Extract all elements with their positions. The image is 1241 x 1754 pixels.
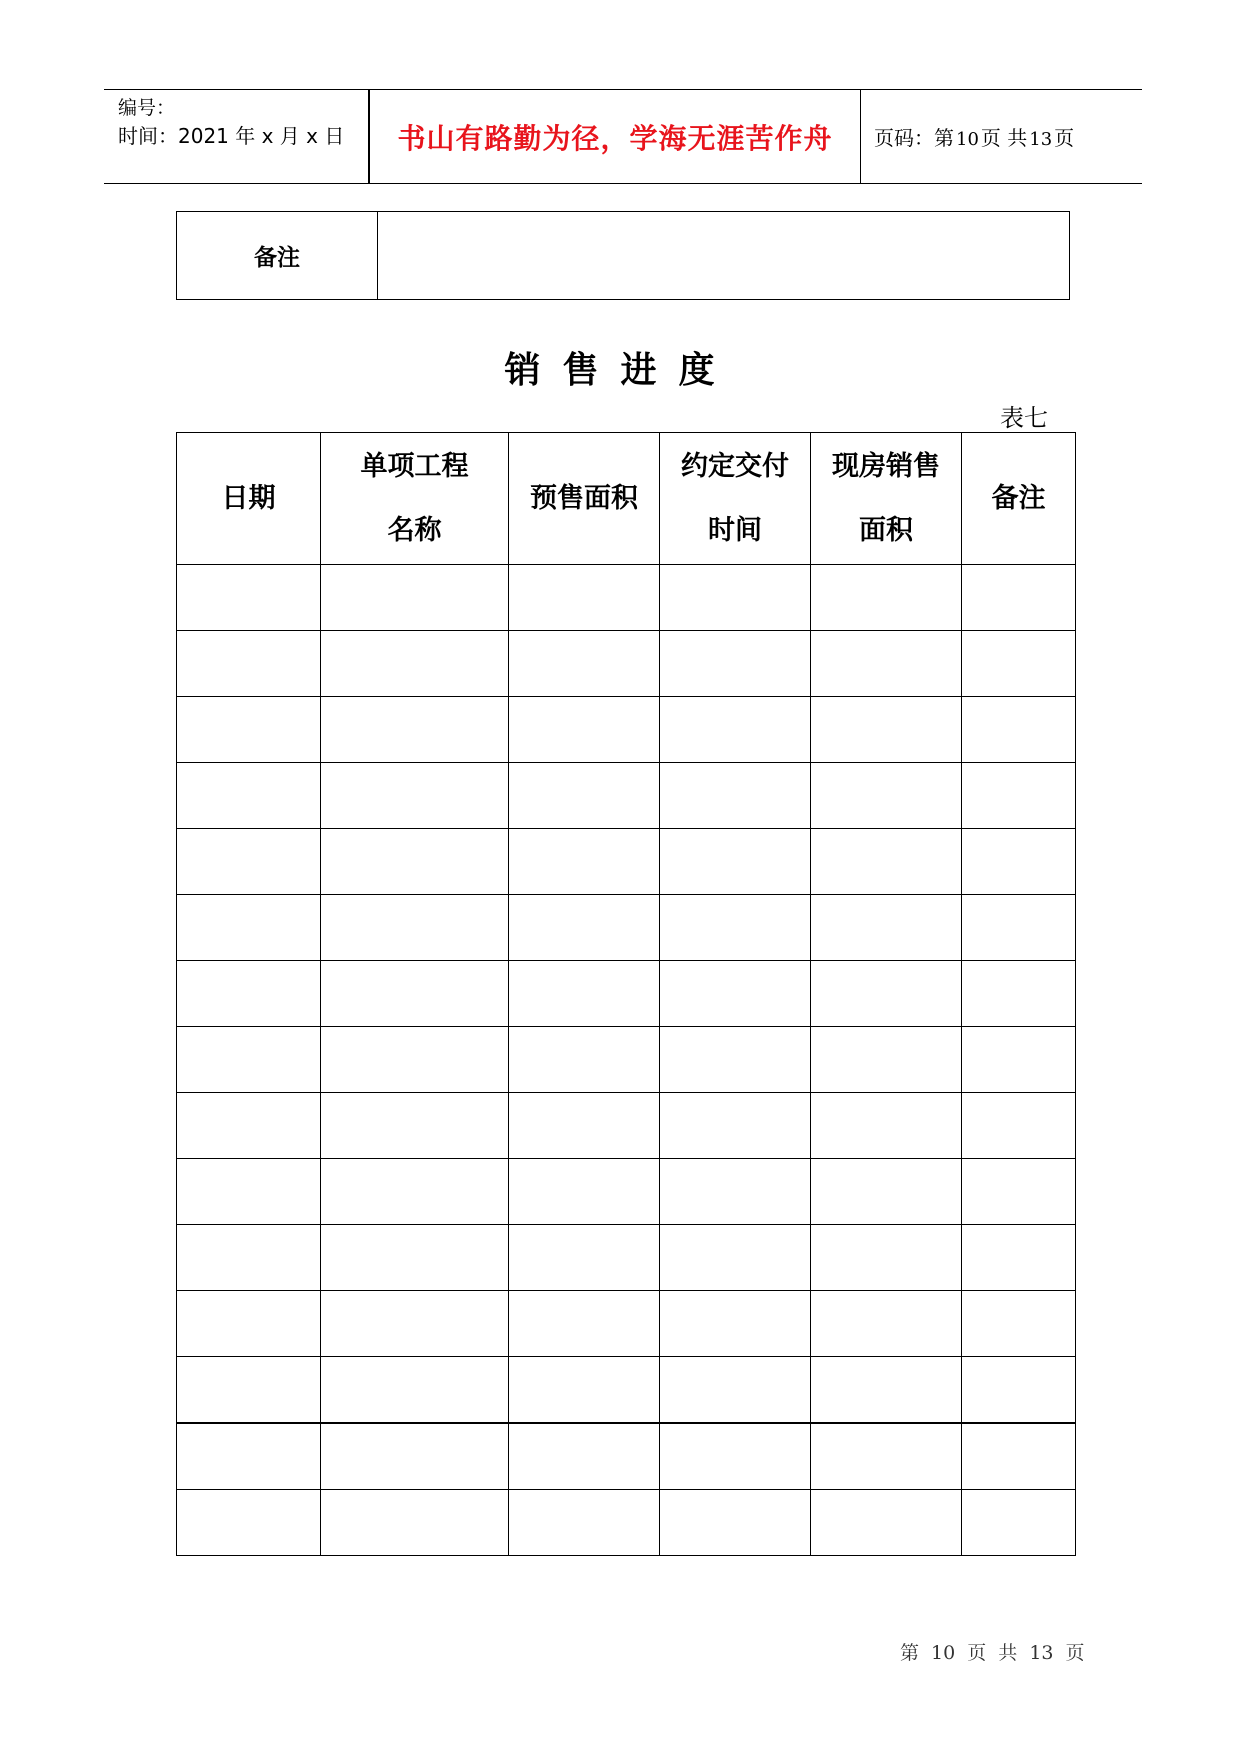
table-cell[interactable] — [962, 763, 1076, 829]
sales-progress-table — [176, 432, 1076, 1556]
column-header — [509, 433, 660, 565]
table-body — [177, 565, 1076, 1556]
table-cell[interactable] — [321, 565, 509, 631]
table-cell[interactable] — [509, 895, 660, 961]
column-header — [962, 433, 1076, 565]
table-cell[interactable] — [177, 961, 321, 1027]
table-cell[interactable] — [660, 631, 811, 697]
table-cell[interactable] — [177, 1490, 321, 1556]
table-cell[interactable] — [962, 895, 1076, 961]
table-cell[interactable] — [962, 829, 1076, 895]
table-cell[interactable] — [509, 763, 660, 829]
page-code-mid: 页 共 — [980, 126, 1028, 150]
page-footer: 第 10 页 共 13 页 — [900, 1642, 1085, 1664]
table-cell[interactable] — [962, 1093, 1076, 1159]
table-cell[interactable] — [177, 1423, 321, 1490]
table-cell[interactable] — [962, 1291, 1076, 1357]
table-cell[interactable] — [811, 763, 962, 829]
table-cell[interactable] — [811, 1093, 962, 1159]
column-header-line: 单项工程 — [360, 450, 469, 482]
table-row — [177, 1225, 1076, 1291]
section-title: 销售进度 — [504, 349, 737, 391]
table-cell[interactable] — [660, 565, 811, 631]
table-cell[interactable] — [811, 961, 962, 1027]
table-cell[interactable] — [321, 631, 509, 697]
table-cell[interactable] — [321, 1093, 509, 1159]
table-cell[interactable] — [321, 1027, 509, 1093]
column-header-line: 日期 — [221, 482, 276, 514]
table-cell[interactable] — [660, 763, 811, 829]
table-cell[interactable] — [321, 1159, 509, 1225]
table-cell[interactable] — [509, 961, 660, 1027]
table-cell[interactable] — [177, 763, 321, 829]
table-row — [177, 763, 1076, 829]
table-cell[interactable] — [509, 565, 660, 631]
table-cell[interactable] — [509, 1357, 660, 1424]
header-info-cell — [104, 90, 368, 183]
table-cell[interactable] — [321, 697, 509, 763]
table-cell[interactable] — [321, 763, 509, 829]
table-cell[interactable] — [509, 1423, 660, 1490]
table-row — [177, 1490, 1076, 1556]
document-time: 时间：2021 年 x 月 x 日 — [118, 124, 345, 148]
table-cell[interactable] — [660, 1225, 811, 1291]
table-cell[interactable] — [811, 829, 962, 895]
table-cell[interactable] — [321, 1490, 509, 1556]
column-header — [660, 433, 811, 565]
table-cell[interactable] — [177, 1225, 321, 1291]
table-cell[interactable] — [660, 1423, 811, 1490]
motto-text: 书山有路勤为径，学海无涯苦作舟 — [397, 121, 833, 155]
table-cell[interactable] — [811, 1159, 962, 1225]
table-cell[interactable] — [962, 961, 1076, 1027]
table-cell[interactable] — [177, 1357, 321, 1424]
column-header-line: 时间 — [708, 514, 762, 546]
table-cell[interactable] — [962, 1159, 1076, 1225]
remarks-row — [177, 212, 1070, 300]
table-cell[interactable] — [811, 1357, 962, 1424]
table-cell[interactable] — [962, 565, 1076, 631]
table-cell[interactable] — [811, 1423, 962, 1490]
table-cell[interactable] — [660, 697, 811, 763]
document-number-label: 编号： — [118, 97, 176, 119]
table-cell[interactable] — [177, 1093, 321, 1159]
page-code-total: 13 — [1029, 129, 1053, 150]
page-code-current: 10 — [956, 129, 979, 150]
table-row — [177, 1291, 1076, 1357]
table-cell[interactable] — [811, 565, 962, 631]
header-motto-cell — [368, 90, 861, 183]
table-cell[interactable] — [811, 1225, 962, 1291]
table-cell[interactable] — [321, 1291, 509, 1357]
table-number: 表七 — [1000, 404, 1048, 432]
page-code-prefix: 页码：第 — [874, 126, 954, 150]
column-header — [177, 433, 321, 565]
table-cell[interactable] — [811, 697, 962, 763]
table-row — [177, 1093, 1076, 1159]
table-cell[interactable] — [962, 1490, 1076, 1556]
table-cell[interactable] — [962, 1357, 1076, 1424]
table-cell[interactable] — [660, 1027, 811, 1093]
table-row — [177, 631, 1076, 697]
table-cell[interactable] — [177, 829, 321, 895]
header-page-cell — [860, 90, 1142, 183]
table-cell[interactable] — [509, 1027, 660, 1093]
table-cell[interactable] — [660, 1159, 811, 1225]
table-row — [177, 565, 1076, 631]
table-cell[interactable] — [811, 1291, 962, 1357]
table-cell[interactable] — [509, 1225, 660, 1291]
table-cell[interactable] — [177, 565, 321, 631]
table-row — [177, 961, 1076, 1027]
table-row — [177, 1159, 1076, 1225]
table-header-row — [177, 433, 1076, 565]
table-row — [177, 1357, 1076, 1424]
table-cell[interactable] — [811, 1490, 962, 1556]
column-header-line: 名称 — [387, 514, 442, 546]
table-cell[interactable] — [177, 1027, 321, 1093]
table-cell[interactable] — [811, 1027, 962, 1093]
table-cell[interactable] — [509, 1093, 660, 1159]
column-header-line: 面积 — [859, 514, 913, 546]
remarks-label: 备注 — [177, 212, 378, 300]
table-cell[interactable] — [177, 1159, 321, 1225]
table-cell[interactable] — [321, 1225, 509, 1291]
table-row — [177, 1423, 1076, 1490]
table-cell[interactable] — [321, 895, 509, 961]
page-code-suffix: 页 — [1054, 126, 1075, 150]
remarks-value-cell[interactable] — [378, 212, 1070, 300]
table-cell[interactable] — [660, 961, 811, 1027]
table-cell[interactable] — [509, 829, 660, 895]
table-row — [177, 895, 1076, 961]
table-cell[interactable] — [177, 697, 321, 763]
table-cell[interactable] — [509, 1291, 660, 1357]
table-row — [177, 697, 1076, 763]
table-cell[interactable] — [660, 1357, 811, 1424]
column-header-line: 现房销售 — [832, 450, 940, 482]
table-cell[interactable] — [321, 829, 509, 895]
table-cell[interactable] — [962, 631, 1076, 697]
table-cell[interactable] — [660, 1093, 811, 1159]
table-cell[interactable] — [811, 895, 962, 961]
page-header — [104, 89, 1142, 184]
table-cell[interactable] — [509, 1490, 660, 1556]
column-header-line: 预售面积 — [530, 482, 638, 514]
column-header — [811, 433, 962, 565]
table-cell[interactable] — [811, 631, 962, 697]
table-cell[interactable] — [660, 829, 811, 895]
table-cell[interactable] — [177, 895, 321, 961]
table-cell[interactable] — [962, 1423, 1076, 1490]
table-cell[interactable] — [962, 697, 1076, 763]
column-header-line: 备注 — [991, 482, 1046, 514]
table-cell[interactable] — [177, 631, 321, 697]
table-cell[interactable] — [177, 1291, 321, 1357]
table-cell[interactable] — [509, 697, 660, 763]
table-cell[interactable] — [962, 1027, 1076, 1093]
remarks-table — [176, 211, 1070, 300]
table-row — [177, 829, 1076, 895]
table-cell[interactable] — [660, 895, 811, 961]
table-cell[interactable] — [660, 1291, 811, 1357]
column-header-line: 约定交付 — [681, 450, 789, 482]
table-row — [177, 1027, 1076, 1093]
table-cell[interactable] — [660, 1490, 811, 1556]
table-cell[interactable] — [321, 961, 509, 1027]
column-header — [321, 433, 509, 565]
table-cell[interactable] — [509, 1159, 660, 1225]
page-code — [874, 122, 1074, 151]
table-cell[interactable] — [321, 1357, 509, 1424]
table-cell[interactable] — [509, 631, 660, 697]
table-cell[interactable] — [962, 1225, 1076, 1291]
table-cell[interactable] — [321, 1423, 509, 1490]
